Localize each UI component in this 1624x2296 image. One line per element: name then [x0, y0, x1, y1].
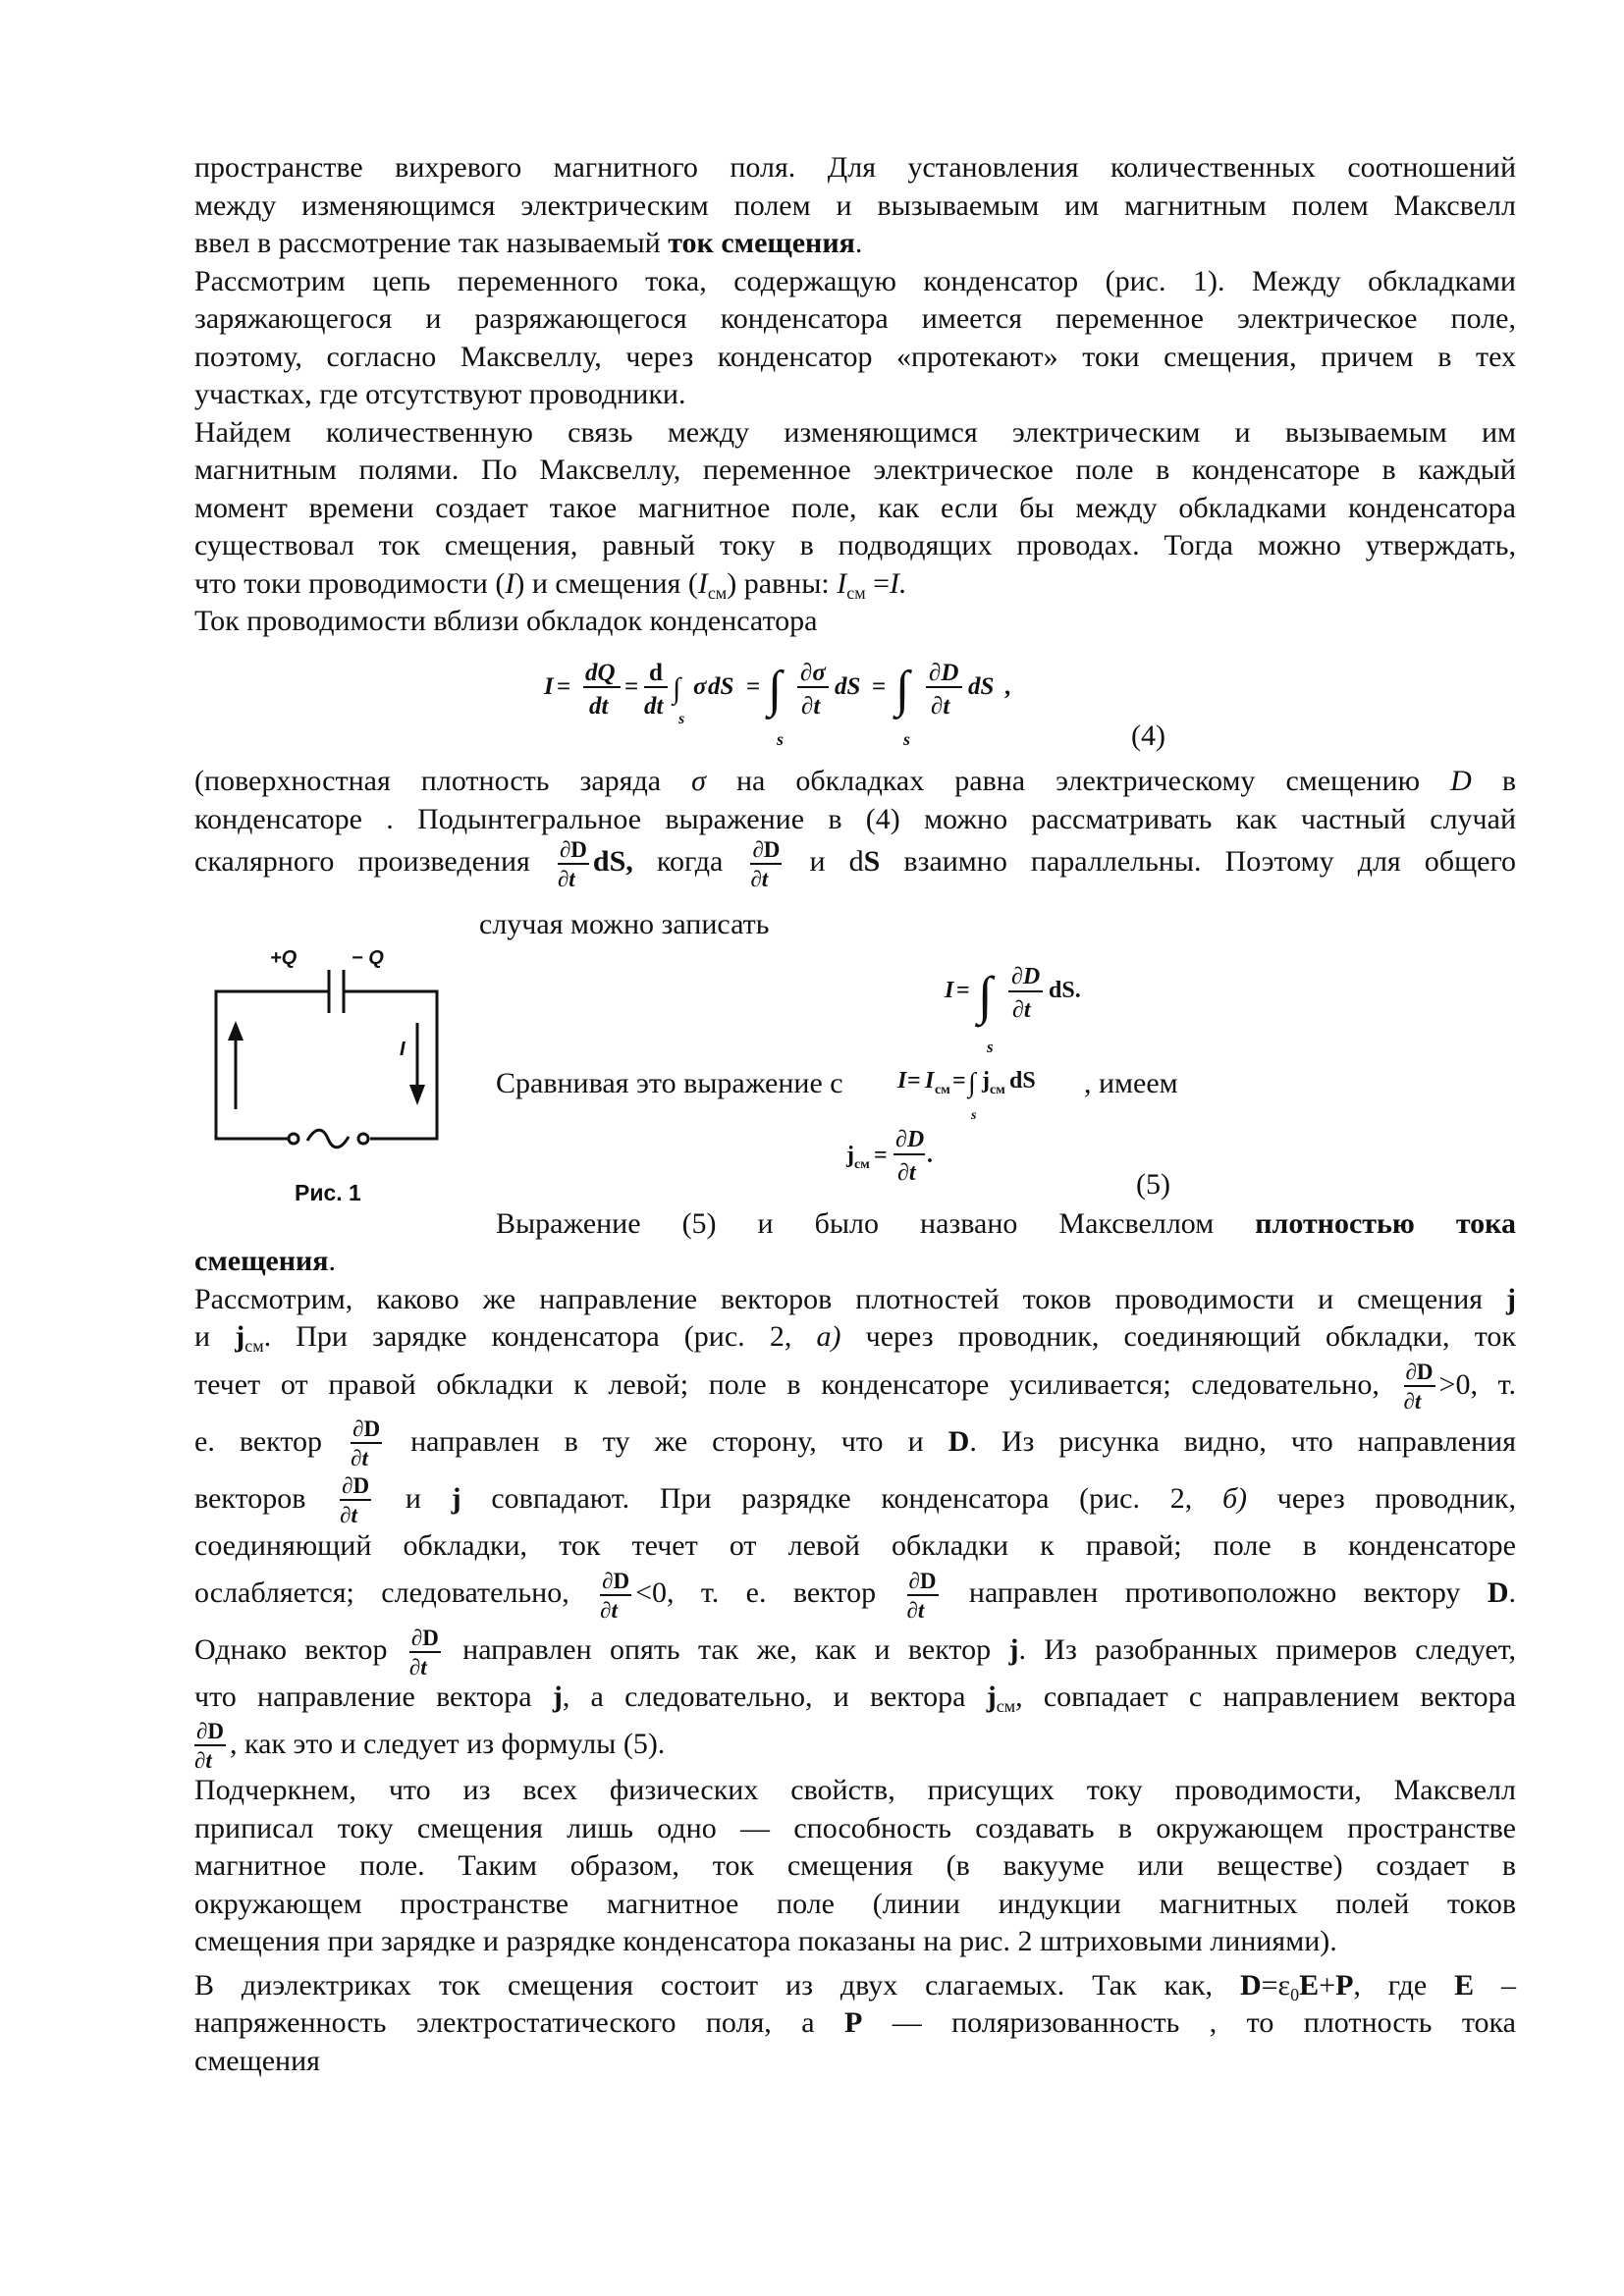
svg-text:=: =	[952, 1068, 966, 1094]
svg-text:dS: dS	[708, 673, 734, 700]
text-line: смещения.	[194, 1245, 337, 1277]
svg-text:j: j	[846, 1143, 854, 1168]
svg-text:=: =	[956, 978, 970, 1003]
text-line: течет от правой обкладки к левой; поле в конденсаторе усиливается; следовательно, $\frac{\partial D}{\partial t}$ >0, т.	[194, 1360, 1517, 1415]
figure-caption: Рис. 1	[295, 1180, 361, 1205]
equation-number-4: (4)	[1131, 720, 1165, 752]
text-line: существовал ток смещения, равный току в подводящих проводах. Тогда можно утверждать,	[194, 529, 1516, 561]
svg-text:∫: ∫	[673, 672, 681, 705]
svg-text:s: s	[903, 729, 911, 749]
text-line: соединяющий обкладки, ток течет от левой обкладки к правой; поле в конденсаторе	[194, 1528, 1516, 1562]
svg-text:∫: ∫	[768, 662, 783, 718]
text-line: магнитным полями. По Максвеллу, переменное электрическое поле в конденсаторе в каждый	[194, 454, 1516, 486]
text-line: конденсаторе . Подынтегральное выражение в (4) можно рассматривать как частный случай	[194, 802, 1516, 835]
text-line: пространстве вихревого магнитного поля. Для установления количественных соотношений	[194, 151, 1516, 184]
svg-text:=: =	[872, 673, 887, 700]
svg-text:∂D: ∂D	[1011, 964, 1041, 989]
eq4-I: I	[544, 673, 554, 700]
text-line: Рассмотрим цепь переменного тока, содержащую конденсатор (рис. 1). Между обкладками	[194, 264, 1516, 297]
svg-text:∂t: ∂t	[897, 1160, 916, 1186]
equation-5	[844, 1119, 962, 1190]
current-label: I	[400, 1039, 406, 1060]
svg-text:∂t: ∂t	[801, 693, 821, 720]
text-line: Однако вектор $\frac{\partial D}{\partial t}$ направлен опять так же, как и вектор j. Из разобранных примеров следует,	[194, 1625, 1516, 1680]
text-line: что направление вектора j, а следовательно, и вектора $j_{см}$, совпадает с направлением вектора	[194, 1681, 1516, 1716]
text-line: поэтому, согласно Максвеллу, через конденсатор «протекают» токи смещения, причем в тех	[194, 340, 1516, 373]
text-line: В диэлектриках ток смещения состоит из двух слагаемых. Так как, $D=\varepsilon_0E+P$, где E –	[194, 1968, 1516, 2004]
text-line: Ток проводимости вблизи обкладок конденсатора	[194, 605, 818, 637]
svg-text:s: s	[777, 729, 785, 749]
text-line: Выражение (5) и было названо Максвеллом плотностью тока	[496, 1207, 1516, 1240]
text-line: смещения	[194, 2044, 320, 2077]
svg-text:I: I	[925, 1068, 935, 1094]
svg-text:dQ: dQ	[585, 660, 616, 686]
text-line: магнитное поле. Таким образом, ток смещения (в вакууме или веществе) создает в	[194, 1849, 1516, 1883]
fraction-dD-dt: $\frac{\partial D}{\partial t}$	[340, 1473, 370, 1528]
page-body-3	[194, 1243, 1516, 2080]
fraction-dD-dt: $\frac{\partial D}{\partial t}$	[600, 1568, 630, 1623]
text-line: ослабляется; следовательно, $\frac{\partial D}{\partial t}$ <0, т. е. вектор $\frac{\partial D}{\partial t}$ направлен противоположно вектору D.	[194, 1568, 1517, 1623]
text-line: момент времени создает такое магнитное поле, как если бы между обкладками конденсатора	[194, 491, 1516, 524]
svg-text:I: I	[945, 978, 954, 1003]
fraction-dD-dt: $\frac{\partial D}{\partial t}$	[194, 1719, 224, 1774]
svg-text:∂D: ∂D	[895, 1127, 925, 1152]
text-line: скалярного произведения $\frac{\partial D}{\partial t}$ dS, когда $\frac{\partial D}{\partial t}$ и dS взаимно параллельны. Поэтому для общего	[194, 836, 1517, 891]
text-line: заряжающегося и разряжающегося конденсатора имеется переменное электрическое поле,	[194, 302, 1516, 335]
svg-text:dt: dt	[589, 693, 609, 720]
text-line: Найдем количественную связь между изменяющимся электрическим и вызываемым им	[194, 415, 1516, 449]
svg-text:s: s	[678, 711, 685, 727]
svg-text:j: j	[982, 1068, 990, 1094]
text-line: приписал току смещения лишь одно — способность создавать в окружающем пространстве	[194, 1811, 1516, 1844]
svg-text:=: =	[557, 673, 571, 700]
text-line: напряженность электростатического поля, а P — поляризованность , то плотность тока	[194, 2006, 1516, 2040]
equation-number-5: (5)	[1136, 1168, 1170, 1201]
svg-text:d: d	[649, 660, 663, 686]
svg-text:,: ,	[1004, 673, 1011, 700]
svg-text:см: см	[935, 1083, 950, 1097]
text-line: смещения при зарядке и разрядке конденсатора показаны на рис. 2 штриховыми линиями).	[194, 1925, 1337, 1958]
page-body-2	[194, 763, 1516, 890]
comparison-suffix: , имеем	[1084, 1067, 1178, 1099]
svg-text:dS: dS	[835, 673, 861, 700]
svg-text:.: .	[927, 1143, 933, 1168]
svg-text:∫: ∫	[968, 1068, 976, 1098]
plus-q-label: +Q	[270, 947, 298, 969]
fraction-dD-dt: $\frac{\partial D}{\partial t}$	[1403, 1360, 1434, 1415]
text-line: Подчеркнем, что из всех физических свойств, присущих току проводимости, Максвелл	[194, 1774, 1516, 1807]
svg-text:I: I	[897, 1068, 907, 1094]
svg-text:=: =	[746, 673, 761, 700]
term-displacement-current: ток смещения	[668, 227, 855, 259]
fraction-dD-dt: $\frac{\partial D}{\partial t}$	[351, 1416, 381, 1471]
svg-text:dS: dS	[968, 673, 995, 700]
svg-text:dS: dS	[1009, 1068, 1036, 1094]
text-line: случая можно записать	[479, 908, 770, 940]
text-line: е. вектор $\frac{\partial D}{\partial t}$ направлен в ту же сторону, что и D. Из рисунка видно, что направления	[194, 1416, 1517, 1471]
svg-text:=: =	[874, 1143, 888, 1168]
text-line: $\frac{\partial D}{\partial t}$ , как это и следует из формулы (5).	[194, 1719, 666, 1774]
fraction-dD-dt: $\frac{\partial D}{\partial t}$	[557, 836, 587, 891]
text-line: что токи проводимости (I) и смещения $(I_{см})$ равны: $I_{см} =I$.	[194, 566, 907, 603]
svg-text:∂D: ∂D	[929, 660, 959, 686]
text-line: ввел в рассмотрение так называемый ток смещения.	[194, 227, 863, 259]
equation-integral	[943, 952, 1100, 1058]
svg-text:=: =	[907, 1068, 921, 1094]
text-line: (поверхностная плотность заряда σ на обкладках равна электрическому смещению D в	[194, 765, 1516, 797]
text-line: между изменяющимся электрическим полем и вызываемым им магнитным полем Максвелл	[194, 188, 1516, 222]
text-line: и $j_{см}$. При зарядке конденсатора (рис. 2, а) через проводник, соединяющий обкладки, ток	[194, 1320, 1516, 1356]
text-line: участках, где отсутствуют проводники.	[194, 378, 686, 410]
fraction-dD-dt: $\frac{\partial D}{\partial t}$	[408, 1625, 439, 1680]
svg-text:dS.: dS.	[1049, 978, 1081, 1003]
text-line: окружающем пространстве магнитное поле (линии индукции магнитных полей токов	[194, 1887, 1516, 1920]
fraction-dD-dt: $\frac{\partial D}{\partial t}$	[906, 1568, 937, 1623]
term-displacement-current-density: плотностью тока	[1255, 1207, 1516, 1240]
svg-text:σ: σ	[693, 673, 707, 700]
svg-text:∫: ∫	[895, 662, 910, 718]
svg-text:∂t: ∂t	[1012, 997, 1031, 1023]
page-body	[194, 149, 1516, 641]
svg-text:∂σ: ∂σ	[800, 660, 826, 686]
text-line: Рассмотрим, каково же направление векторов плотностей токов проводимости и смещения j	[194, 1282, 1516, 1315]
text-line: векторов $\frac{\partial D}{\partial t}$ и j совпадают. При разрядке конденсатора (рис. 2, б) через проводник,	[194, 1473, 1517, 1528]
fraction-dD-dt: $\frac{\partial D}{\partial t}$	[750, 836, 781, 891]
svg-text:=: =	[624, 673, 639, 700]
comparison-line: Сравнивая это выражение с	[496, 1067, 843, 1099]
minus-q-label: − Q	[352, 947, 384, 969]
equation-4	[540, 643, 1031, 751]
svg-text:dt: dt	[644, 693, 664, 720]
svg-text:см: см	[854, 1157, 870, 1172]
svg-text:∫: ∫	[978, 966, 993, 1025]
circuit-figure-1	[206, 942, 466, 1212]
svg-text:s: s	[971, 1108, 977, 1123]
svg-text:s: s	[987, 1038, 994, 1056]
svg-text:∂t: ∂t	[931, 693, 950, 720]
svg-text:см: см	[990, 1083, 1005, 1097]
